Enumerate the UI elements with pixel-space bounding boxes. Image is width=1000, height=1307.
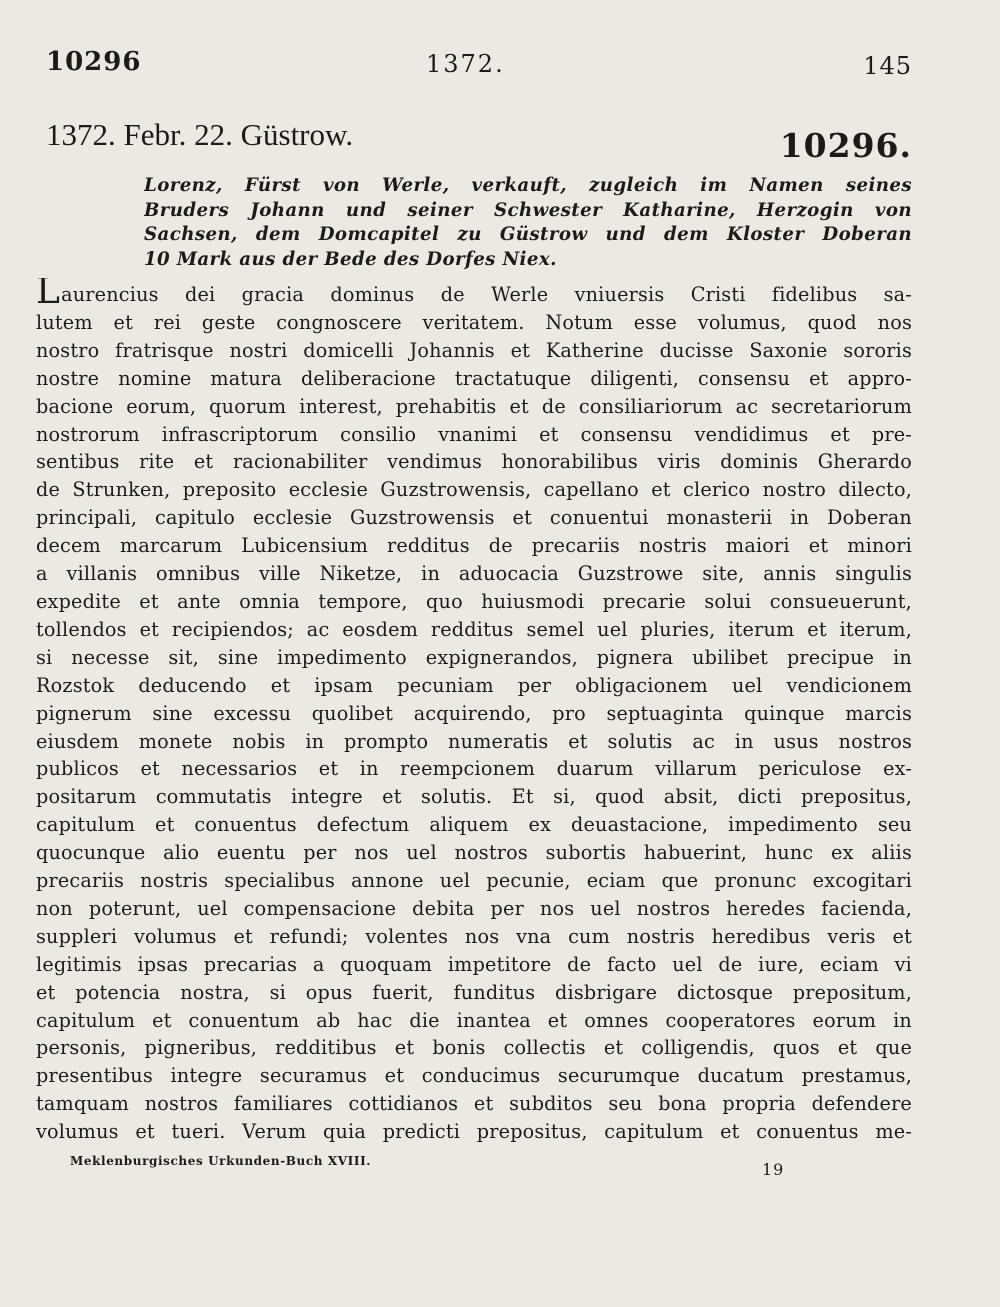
charter-number: 10296. — [779, 126, 912, 165]
text-line: si necesse sit, sine impedimento expignerandos, pignera ubilibet precipue in — [36, 645, 912, 669]
running-head-year: 1372. — [426, 50, 505, 78]
text-line: nostro fratrisque nostri domicelli Johannis et Katherine ducisse Saxonie sororis — [36, 338, 912, 362]
text-line: volumus et tueri. Verum quia predicti prepositus, capitulum et conuentus me- — [36, 1120, 912, 1144]
text-line: legitimis ipsas precarias a quoquam impetitore de facto uel de iure, eciam vi — [36, 952, 912, 976]
charter-heading — [36, 92, 912, 165]
text-line: a villanis omnibus ville Niketze, in aduocacia Guzstrowe site, annis singulis — [36, 562, 912, 586]
text-line: aurencius dei gracia dominus de Werle vniuersis Cristi fidelibus sa- — [61, 283, 912, 306]
text-line: quocunque alio euentu per nos uel nostros subortis habuerint, hunc ex aliis — [36, 841, 912, 865]
text-line: precariis nostris specialibus annone uel pecunie, eciam que pronunc excogitari — [36, 869, 912, 893]
footer-source-title: Meklenburgisches Urkunden-Buch XVIII. — [70, 1154, 372, 1169]
text-line: personis, pigneribus, redditibus et bonis collectis et colligendis, quos et que — [36, 1036, 912, 1060]
text-line: positarum commutatis integre et solutis. Et si, quod absit, dicti prepositus, — [36, 785, 912, 809]
text-line: capitulum et conuentus defectum aliquem ex deuastacione, impedimento seu — [36, 813, 912, 837]
text-line: expedite et ante omnia tempore, quo huiusmodi precarie solui consueuerunt, — [36, 589, 912, 613]
text-line: pignerum sine excessu quolibet acquirendo, pro septuaginta quinque marcis — [36, 701, 912, 725]
text-line: bacione eorum, quorum interest, prehabitis et de consiliariorum ac secretariorum — [36, 394, 912, 418]
text-line: eiusdem monete nobis in prompto numeratis et solutis ac in usus nostros — [36, 729, 912, 753]
regest-summary — [144, 174, 912, 272]
regest-line: Bruders Johann und seiner Schwester Katharine, Herzogin von — [144, 199, 912, 221]
page-footer — [36, 1146, 912, 1186]
text-line: publicos et necessarios et in reempcionem duarum villarum periculose ex- — [36, 757, 912, 781]
text-line: nostrorum infrascriptorum consilio vnanimi et consensu vendidimus et pre- — [36, 422, 912, 446]
text-line: tollendos et recipiendos; ac eosdem redditus semel uel pluries, iterum et iterum, — [36, 617, 912, 641]
text-line: capitulum et conuentum ab hac die inantea et omnes cooperatores eorum in — [36, 1008, 912, 1032]
running-head-doc-number: 10296 — [46, 47, 142, 77]
text-line: Rozstok deducendo et ipsam pecuniam per obligacionem uel vendicionem — [36, 673, 912, 697]
text-line-first — [36, 278, 912, 309]
text-line: nostre nomine matura deliberacione tractatuque diligenti, consensu et appro- — [36, 366, 912, 390]
text-line: decem marcarum Lubicensium redditus de precariis nostris maiori et minori — [36, 534, 912, 558]
text-line: lutem et rei geste congnoscere veritatem. Notum esse volumus, quod nos — [36, 310, 912, 334]
text-line: principali, capitulo ecclesie Guzstrowensis et conuentui monasterii in Doberan — [36, 506, 912, 530]
text-line: suppleri volumus et refundi; volentes nos vna cum nostris heredibus veris et — [36, 924, 912, 948]
initial-letter: L — [36, 278, 61, 309]
charter-text — [36, 278, 912, 1146]
sheet-signature: 19 — [762, 1160, 785, 1180]
regest-line: Lorenz, Fürst von Werle, verkauft, zugleich im Namen seines — [144, 175, 912, 196]
page-number: 145 — [863, 52, 912, 80]
text-line: tamquam nostros familiares cottidianos et subditos seu bona propria defendere — [36, 1092, 912, 1116]
running-head — [36, 0, 912, 92]
regest-line: Sachsen, dem Domcapitel zu Güstrow und dem Kloster Doberan — [144, 224, 912, 245]
charter-date-place: 1372. Febr. 22. Güstrow. — [46, 117, 354, 152]
text-line: non poterunt, uel compensacione debita per nos uel nostros heredes facienda, — [36, 896, 912, 920]
text-line: presentibus integre securamus et conducimus securumque ducatum prestamus, — [36, 1064, 912, 1088]
regest-line: 10 Mark aus der Bede des Dorfes Niex. — [144, 248, 557, 270]
text-line: de Strunken, preposito ecclesie Guzstrowensis, capellano et clerico nostro dilecto, — [36, 478, 912, 502]
text-line: sentibus rite et racionabiliter vendimus honorabilibus viris dominis Gherardo — [36, 450, 912, 474]
text-line: et potencia nostra, si opus fuerit, funditus disbrigare dictosque prepositum, — [36, 980, 912, 1004]
